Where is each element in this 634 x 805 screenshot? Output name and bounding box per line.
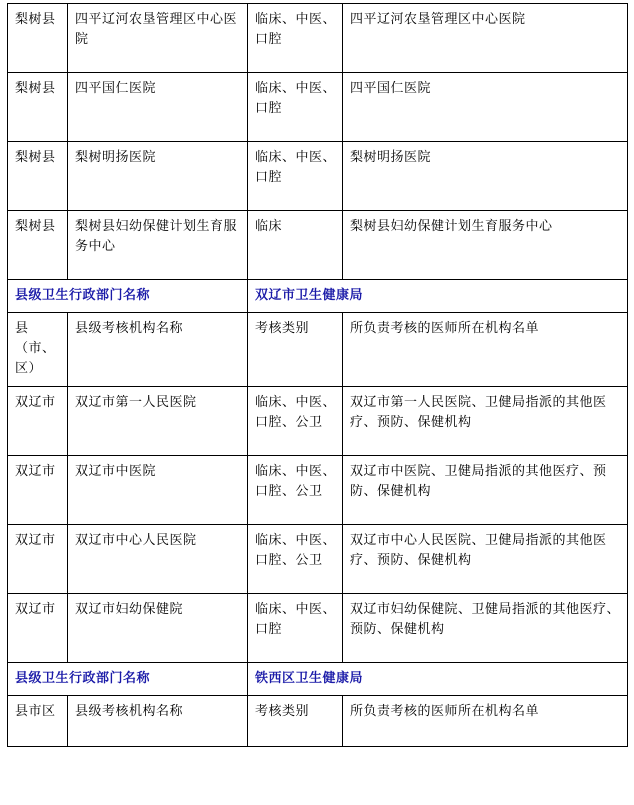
column-header-county: 县市区 — [8, 695, 68, 746]
column-header-institution: 县级考核机构名称 — [68, 313, 248, 386]
cell-institution: 梨树明扬医院 — [68, 142, 248, 211]
cell-scope: 梨树明扬医院 — [343, 142, 628, 211]
appraisal-institution-table — [7, 3, 628, 747]
table-column-header-row — [8, 695, 628, 746]
cell-county: 双辽市 — [8, 593, 68, 662]
cell-scope: 双辽市中医院、卫健局指派的其他医疗、预防、保健机构 — [343, 455, 628, 524]
cell-county: 梨树县 — [8, 73, 68, 142]
table-row — [8, 455, 628, 524]
cell-county: 梨树县 — [8, 211, 68, 280]
cell-scope: 四平辽河农垦管理区中心医院 — [343, 4, 628, 73]
section-header-value: 双辽市卫生健康局 — [248, 280, 628, 313]
cell-institution: 双辽市中医院 — [68, 455, 248, 524]
cell-institution: 双辽市妇幼保健院 — [68, 593, 248, 662]
cell-category: 临床 — [248, 211, 343, 280]
cell-category: 临床、中医、口腔 — [248, 4, 343, 73]
cell-institution: 双辽市中心人民医院 — [68, 524, 248, 593]
cell-category: 临床、中医、口腔 — [248, 593, 343, 662]
cell-county: 双辽市 — [8, 524, 68, 593]
cell-scope: 双辽市第一人民医院、卫健局指派的其他医疗、预防、保健机构 — [343, 386, 628, 455]
column-header-county: 县（市、区） — [8, 313, 68, 386]
table-row — [8, 4, 628, 73]
cell-institution: 四平辽河农垦管理区中心医院 — [68, 4, 248, 73]
cell-scope: 双辽市中心人民医院、卫健局指派的其他医疗、预防、保健机构 — [343, 524, 628, 593]
table-row — [8, 524, 628, 593]
cell-institution: 双辽市第一人民医院 — [68, 386, 248, 455]
cell-county: 梨树县 — [8, 4, 68, 73]
table-row — [8, 73, 628, 142]
section-header-label: 县级卫生行政部门名称 — [8, 280, 248, 313]
cell-category: 临床、中医、口腔、公卫 — [248, 386, 343, 455]
table-row — [8, 593, 628, 662]
column-header-scope: 所负责考核的医师所在机构名单 — [343, 695, 628, 746]
cell-county: 梨树县 — [8, 142, 68, 211]
cell-scope: 双辽市妇幼保健院、卫健局指派的其他医疗、预防、保健机构 — [343, 593, 628, 662]
column-header-scope: 所负责考核的医师所在机构名单 — [343, 313, 628, 386]
column-header-institution: 县级考核机构名称 — [68, 695, 248, 746]
table-row — [8, 211, 628, 280]
cell-category: 临床、中医、口腔、公卫 — [248, 455, 343, 524]
table-section-header-row — [8, 280, 628, 313]
section-header-value: 铁西区卫生健康局 — [248, 662, 628, 695]
table-column-header-row — [8, 313, 628, 386]
cell-category: 临床、中医、口腔 — [248, 142, 343, 211]
cell-county: 双辽市 — [8, 386, 68, 455]
column-header-category: 考核类别 — [248, 313, 343, 386]
table-row — [8, 142, 628, 211]
cell-category: 临床、中医、口腔、公卫 — [248, 524, 343, 593]
cell-county: 双辽市 — [8, 455, 68, 524]
cell-institution: 梨树县妇幼保健计划生育服务中心 — [68, 211, 248, 280]
cell-scope: 梨树县妇幼保健计划生育服务中心 — [343, 211, 628, 280]
cell-institution: 四平国仁医院 — [68, 73, 248, 142]
table-section-header-row — [8, 662, 628, 695]
cell-scope: 四平国仁医院 — [343, 73, 628, 142]
cell-category: 临床、中医、口腔 — [248, 73, 343, 142]
column-header-category: 考核类别 — [248, 695, 343, 746]
table-row — [8, 386, 628, 455]
section-header-label: 县级卫生行政部门名称 — [8, 662, 248, 695]
